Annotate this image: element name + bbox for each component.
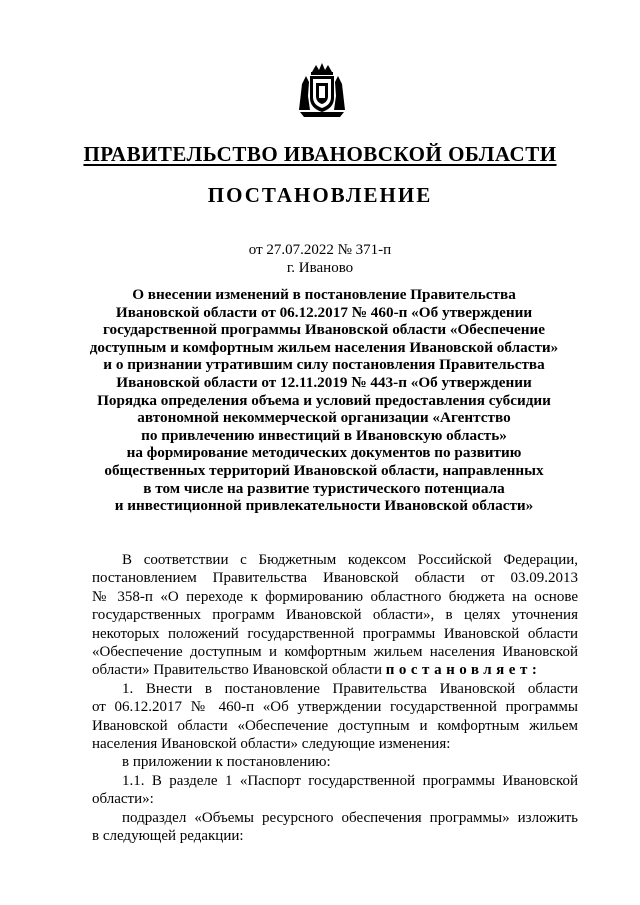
body-line: 1. Внести в постановление Правительства Ивановской области bbox=[122, 680, 578, 697]
document-body bbox=[92, 551, 578, 846]
coat-of-arms-icon bbox=[296, 62, 348, 120]
heading-line: Ивановской области от 12.11.2019 № 443-п «Об утверждении bbox=[116, 373, 532, 391]
body-line: 1.1. В разделе 1 «Паспорт государственной программы Ивановской bbox=[122, 772, 578, 789]
document-date-number: от 27.07.2022 № 371-п bbox=[248, 242, 392, 258]
heading-line: по привлечению инвестиций в Ивановскую область» bbox=[141, 426, 507, 444]
document-heading bbox=[80, 286, 568, 515]
body-line: в приложении к постановлению: bbox=[122, 754, 331, 771]
heading-line: и инвестиционной привлекательности Ивановской области» bbox=[114, 497, 534, 515]
body-line: «Обеспечение доступным и комфортным жильем населения Ивановской bbox=[92, 644, 578, 661]
body-line: В соответствии с Бюджетным кодексом Российской Федерации, bbox=[122, 552, 578, 568]
body-line: постановлением Правительства Ивановской области от 03.09.2013 bbox=[92, 570, 578, 587]
body-line: в следующей редакции: bbox=[92, 828, 244, 845]
heading-line: на формирование методических документов по развитию bbox=[126, 444, 522, 462]
body-line bbox=[92, 661, 578, 679]
body-line: Ивановской области «Обеспечение доступным и комфортным жильем bbox=[92, 717, 578, 734]
body-line: от 06.12.2017 № 460-п «Об утверждении государственной программы bbox=[92, 699, 578, 716]
heading-line: О внесении изменений в постановление Правительства bbox=[132, 286, 516, 303]
heading-line: Ивановской области от 06.12.2017 № 460-п «Об утверждении bbox=[115, 303, 533, 321]
organization-title-text: ПРАВИТЕЛЬСТВО ИВАНОВСКОЙ ОБЛАСТИ bbox=[83, 142, 557, 166]
heading-line: и о признании утратившим силу постановления Правительства bbox=[103, 356, 545, 374]
heading-line: доступным и комфортным жильем населения Ивановской области» bbox=[89, 338, 559, 356]
heading-line: в том числе на развитие туристического потенциала bbox=[143, 479, 505, 497]
heading-line: государственной программы Ивановской области «Обеспечение bbox=[102, 321, 546, 339]
document-city: г. Иваново bbox=[286, 260, 354, 276]
organization-title bbox=[0, 142, 640, 167]
body-line: подраздел «Объемы ресурсного обеспечения программы» изложить bbox=[122, 809, 578, 826]
heading-line: автономной некоммерческой организации «Агентство bbox=[137, 409, 511, 427]
resolution-keyword: постановляет: bbox=[385, 662, 542, 679]
heading-line: Порядка определения объема и условий предоставления субсидии bbox=[97, 391, 551, 409]
document-type: ПОСТАНОВЛЕНИЕ bbox=[207, 183, 433, 207]
body-line: некоторых положений государственной программы Ивановской области bbox=[92, 625, 578, 642]
heading-line: общественных территорий Ивановской области, направленных bbox=[104, 461, 544, 479]
body-line: государственных программ Ивановской области», в целях уточнения bbox=[92, 607, 578, 624]
body-line: населения Ивановской области» следующие изменения: bbox=[92, 736, 451, 753]
body-line: области»: bbox=[92, 791, 154, 808]
body-line: № 358-п «О переходе к формированию областного бюджета на основе bbox=[92, 588, 578, 605]
body-line-text: области» Правительство Ивановской области bbox=[92, 662, 382, 679]
